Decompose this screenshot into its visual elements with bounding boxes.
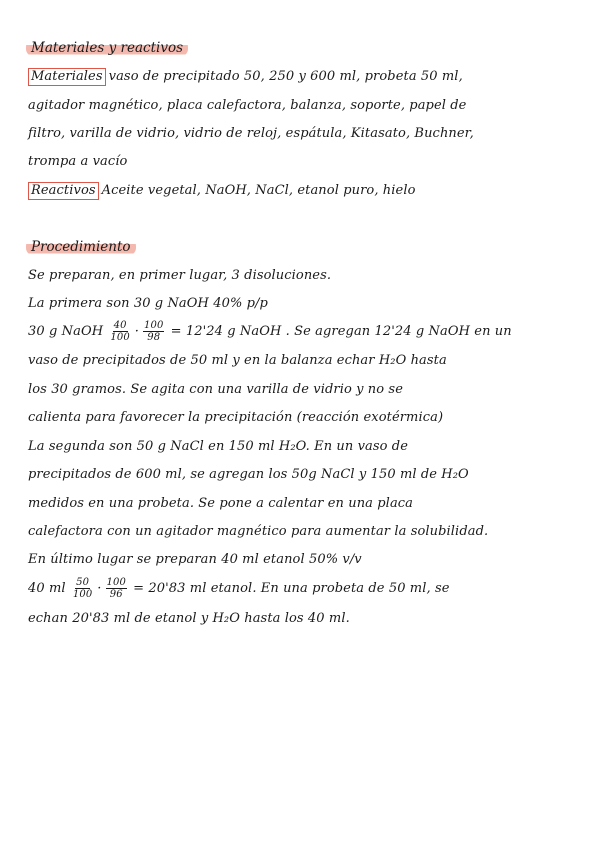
multiply-dot: ·	[134, 324, 140, 339]
proc-line-9: medidos en una probeta. Se pone a calentar en una placa	[28, 496, 414, 511]
calc2-fraction-2	[106, 577, 127, 600]
reactivos-line	[28, 182, 416, 200]
procedimiento-heading	[26, 239, 136, 255]
reactivos-label: Reactivos	[28, 182, 99, 200]
fraction-numerator: 40	[113, 320, 127, 331]
materiales-label: Materiales	[28, 68, 106, 86]
proc-line-6: calienta para favorecer la precipitación (reacción exotérmica)	[28, 410, 444, 425]
calc2-suffix: = 20'83 ml etanol. En una probeta de 50 ml, se	[133, 581, 450, 596]
materiales-reactivos-heading	[26, 40, 188, 56]
proc-line-13: echan 20'83 ml de etanol y H₂O hasta los 40 ml.	[28, 611, 350, 626]
fraction-numerator: 100	[106, 577, 126, 588]
proc-line-7: La segunda son 50 g NaCl en 150 ml H₂O. En un vaso de	[28, 439, 409, 454]
proc-line-10: calefactora con un agitador magnético para aumentar la solubilidad.	[28, 524, 489, 539]
section-title: Procedimiento	[31, 239, 131, 255]
fraction-denominator: 96	[109, 589, 123, 600]
calc-line-2	[28, 577, 450, 600]
proc-line-5: los 30 gramos. Se agita con una varilla de vidrio y no se	[28, 382, 403, 397]
calc2-prefix: 40 ml	[28, 581, 66, 596]
section-title: Materiales y reactivos	[31, 40, 184, 56]
proc-line-1: Se preparan, en primer lugar, 3 disoluciones.	[28, 268, 332, 283]
fraction-numerator: 100	[144, 320, 164, 331]
materiales-text: vaso de precipitado 50, 250 y 600 ml, probeta 50 ml,	[108, 69, 463, 84]
calc1-prefix: 30 g NaOH	[28, 324, 104, 339]
proc-line-4: vaso de precipitados de 50 ml y en la balanza echar H₂O hasta	[28, 353, 447, 368]
fraction-denominator: 98	[147, 332, 161, 343]
multiply-dot: ·	[97, 581, 102, 596]
fraction-numerator: 50	[76, 577, 90, 588]
calc2-fraction-1	[72, 577, 93, 600]
proc-line-11: En último lugar se preparan 40 ml etanol 50% v/v	[28, 552, 362, 567]
materiales-line-4: trompa a vacío	[28, 154, 128, 169]
proc-line-8: precipitados de 600 ml, se agregan los 50g NaCl y 150 ml de H₂O	[28, 467, 469, 482]
fraction-denominator: 100	[110, 332, 130, 343]
fraction-denominator: 100	[72, 589, 93, 600]
reactivos-text: Aceite vegetal, NaOH, NaCl, etanol puro, hielo	[101, 183, 416, 198]
materiales-line-3: filtro, varilla de vidrio, vidrio de reloj, espátula, Kitasato, Buchner,	[28, 126, 474, 141]
calc-line-1	[28, 320, 512, 343]
materiales-line-1	[28, 68, 463, 86]
calc1-suffix: = 12'24 g NaOH . Se agregan 12'24 g NaOH en un	[170, 324, 512, 339]
calc1-fraction-1	[109, 320, 130, 343]
materiales-line-2: agitador magnético, placa calefactora, balanza, soporte, papel de	[28, 98, 467, 113]
calc1-fraction-2	[143, 320, 164, 343]
proc-line-2: La primera son 30 g NaOH 40% p/p	[28, 296, 268, 311]
